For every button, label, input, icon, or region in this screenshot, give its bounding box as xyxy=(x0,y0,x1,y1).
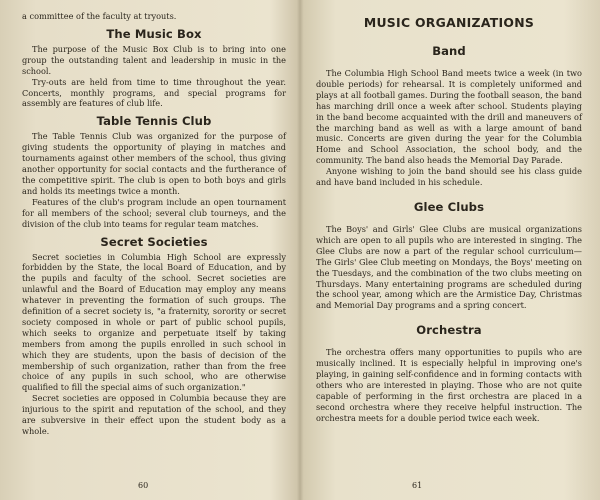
table-tennis-heading: Table Tennis Club xyxy=(96,114,212,129)
right-page xyxy=(300,0,600,500)
secret-societies-paragraph: Secret societies are opposed in Columbia because they are injurious to the spirit and reputation of the school, and they are subversive in their effect upon the student body as a whole. xyxy=(22,393,286,436)
music-box-paragraph: Try-outs are held from time to time throughout the year. Concerts, monthly programs, and special programs for assembly are features of club life. xyxy=(22,76,286,109)
page-number: 61 xyxy=(412,481,423,490)
secret-societies-paragraph: Secret societies in Columbia High School are expressly forbidden by the State, the local Board of Education, and by the pupils and faculty of the school. Secret societies are unlawful and the Board of Education may employ any means whatever in preventing the formation of such groups. The definition of a secret society is, "a fraternity, sorority or secret society composed in whole or part of public school pupils, which seeks to organize and perpetuate itself by taking members from among the pupils enrolled in such school in which they are students, upon the basis of decision of the membership of such organization, rather than from the free choice of any pupils in such school, who are otherwise qualified to fill the special aims of such organization." xyxy=(22,251,286,393)
glee-clubs-heading: Glee Clubs xyxy=(413,199,485,214)
band-heading: Band xyxy=(432,44,466,58)
page-title: MUSIC ORGANIZATIONS xyxy=(363,15,535,30)
secret-societies-heading: Secret Societies xyxy=(100,234,208,249)
intro-line: a committee of the faculty at tryouts. xyxy=(22,11,177,21)
music-box-paragraph: The purpose of the Music Box Club is to bring into one group the outstanding talent and leadership in music in the school. xyxy=(22,43,286,76)
music-box-heading: The Music Box xyxy=(106,26,202,41)
orchestra-paragraph: The orchestra offers many opportunities to pupils who are musically inclined. It is especially helpful in improving one's playing, in gaining self-confidence and in forming contacts with others who are interested in playing. Those who are not quite capable of performing in the first orchestra are placed in a second orchestra where they receive helpful instruction. The orchestra meets for a double period twice each week. xyxy=(316,347,582,423)
glee-clubs-paragraph: The Boys' and Girls' Glee Clubs are musical organizations which are open to all pupils who are interested in singing. The Glee Clubs are now a part of the regular school curriculum—The Girls' Glee Club meeting on Mondays, the Boys' meeting on the Tuesdays, and the combination of the two clubs meeting on Thursdays. Many entertaining programs are scheduled during the school year, among which are the Armistice Day, Christmas and Memorial Day programs and a spring concert. xyxy=(316,223,582,311)
table-tennis-paragraph: Features of the club's program include an open tournament for all members of the school; several club tourneys, and the division of the club into teams for regular team matches. xyxy=(22,196,286,229)
band-paragraph: Anyone wishing to join the band should see his class guide and have band included in his schedule. xyxy=(316,166,582,188)
table-tennis-paragraph: The Table Tennis Club was organized for the purpose of giving students the opportunity of playing in matches and tournaments against other members of the school, thus giving another opportunity for social contacts and the furtherance of the competitive spirit. The club is open to both boys and girls and holds its meetings twice a month. xyxy=(22,131,286,196)
band-paragraph: The Columbia High School Band meets twice a week (in two double periods) for rehearsal. It is completely uniformed and plays at all football games. During the football season, the band has marching drill once a week after school. Students playing in the band become acquainted with the drill and maneuvers of the marching band as well as with a large amount of band music. Concerts are given during the year for the Columbia Home and School Association, the school body, and the community. The band also heads the Memorial Day Parade. xyxy=(316,68,582,166)
page-number: 60 xyxy=(138,481,149,490)
orchestra-heading: Orchestra xyxy=(416,323,482,338)
